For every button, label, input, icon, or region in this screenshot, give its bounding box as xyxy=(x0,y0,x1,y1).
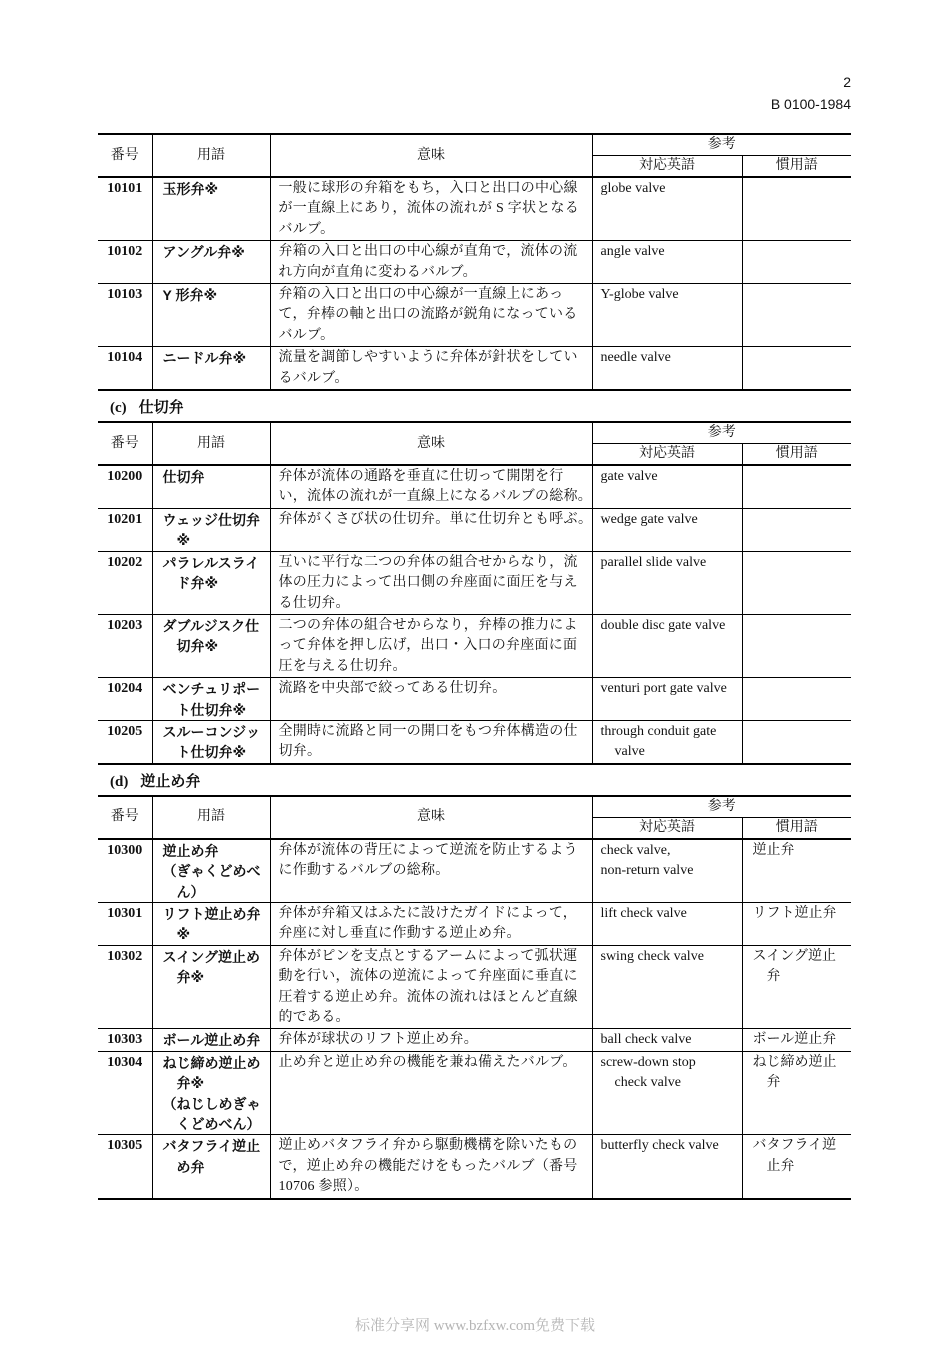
row-number: 10200 xyxy=(98,465,152,508)
term-line: ト仕切弁※ xyxy=(176,701,247,718)
row-english xyxy=(592,614,742,677)
english-paragraph xyxy=(601,861,742,881)
english-line: globe valve xyxy=(600,181,666,196)
meaning-paragraph xyxy=(279,904,592,945)
term-line: 仕切弁 xyxy=(162,469,205,486)
meaning-line: 弁体が球状のリフト逆止め弁。 xyxy=(278,1032,478,1048)
usage-paragraph xyxy=(753,841,852,861)
meaning-line: 圧を与える仕切弁。 xyxy=(278,658,407,674)
meaning-paragraph xyxy=(279,242,592,283)
row-usage xyxy=(742,902,851,945)
row-term xyxy=(152,720,270,763)
table-row xyxy=(98,551,851,614)
table-row xyxy=(98,945,851,1029)
english-line: double disc gate valve xyxy=(600,617,726,633)
row-usage xyxy=(742,284,851,347)
row-english xyxy=(592,678,742,721)
english-paragraph xyxy=(601,510,742,530)
meaning-paragraph xyxy=(279,1053,592,1073)
english-line: non-return valve xyxy=(600,863,694,879)
row-term xyxy=(152,1135,270,1199)
row-meaning xyxy=(270,465,592,508)
row-term xyxy=(152,177,270,241)
meaning-line: 流量を調節しやすいように弁体が針状をしてい xyxy=(278,350,578,366)
english-line: lift check valve xyxy=(600,905,687,921)
row-english xyxy=(592,1051,742,1135)
row-usage xyxy=(742,1029,851,1051)
english-line: valve xyxy=(614,744,645,760)
meaning-paragraph xyxy=(279,285,592,346)
row-number: 10302 xyxy=(98,945,152,1029)
row-term xyxy=(152,902,270,945)
meaning-line: が一直線上にあり，流体の流れが S 字状となる xyxy=(278,201,580,217)
table-row xyxy=(98,614,851,677)
term-line: 弁※ xyxy=(176,969,205,986)
usage-line: ねじ締め逆止 xyxy=(752,1054,837,1070)
row-number: 10300 xyxy=(98,839,152,903)
row-meaning xyxy=(270,1135,592,1199)
term-paragraph xyxy=(163,179,270,199)
header-usage: 慣用語 xyxy=(742,817,851,839)
term-line: ニードル弁※ xyxy=(162,350,247,367)
usage-paragraph xyxy=(753,1136,852,1177)
row-english xyxy=(592,902,742,945)
header-reference: 参考 xyxy=(592,422,851,444)
term-paragraph xyxy=(163,679,270,720)
meaning-paragraph xyxy=(279,616,592,677)
row-term xyxy=(152,241,270,284)
row-number: 10104 xyxy=(98,347,152,390)
row-english xyxy=(592,284,742,347)
meaning-line: 動を行い，流体の逆流によって弁座面に垂直に xyxy=(278,969,578,985)
meaning-paragraph xyxy=(279,348,592,389)
section-title: 仕切弁 xyxy=(138,399,184,417)
term-paragraph xyxy=(163,947,270,988)
meaning-line: 弁体が弁箱又はふたに設けたガイドによって， xyxy=(278,905,578,921)
english-paragraph xyxy=(601,1053,742,1094)
row-term xyxy=(152,678,270,721)
row-number: 10101 xyxy=(98,177,152,241)
header-reference: 参考 xyxy=(592,134,851,156)
section-heading xyxy=(98,765,851,795)
english-line: swing check valve xyxy=(600,948,704,964)
meaning-line: 止め弁と逆止め弁の機能を兼ね備えたバルブ。 xyxy=(278,1054,577,1070)
page-header xyxy=(771,71,851,115)
row-usage xyxy=(742,1051,851,1135)
term-paragraph xyxy=(163,1053,270,1094)
meaning-paragraph xyxy=(279,841,592,882)
row-english xyxy=(592,347,742,390)
english-line: wedge gate valve xyxy=(600,511,698,527)
table-row xyxy=(98,1051,851,1135)
english-paragraph xyxy=(601,1136,742,1156)
table-row xyxy=(98,284,851,347)
header-usage: 慣用語 xyxy=(742,444,851,466)
row-usage xyxy=(742,551,851,614)
row-meaning xyxy=(270,1051,592,1135)
row-number: 10304 xyxy=(98,1051,152,1135)
usage-line: 弁 xyxy=(766,1075,781,1091)
term-paragraph xyxy=(163,467,270,487)
meaning-line: バルブ。 xyxy=(278,327,335,343)
header-term: 用語 xyxy=(152,134,270,177)
section-label: (d) xyxy=(110,773,129,790)
meaning-line: 二つの弁体の組合せからなり，弁棒の推力によ xyxy=(278,617,578,633)
table-header-row xyxy=(98,796,851,818)
table-row xyxy=(98,720,851,763)
row-usage xyxy=(742,678,851,721)
english-paragraph xyxy=(601,467,742,487)
english-paragraph xyxy=(601,616,742,636)
row-english xyxy=(592,551,742,614)
row-term xyxy=(152,465,270,508)
term-line: （ぎゃくどめべ xyxy=(162,863,261,880)
usage-line: 止弁 xyxy=(766,1158,795,1174)
row-number: 10103 xyxy=(98,284,152,347)
row-english xyxy=(592,1029,742,1051)
row-meaning xyxy=(270,177,592,241)
term-line: ウェッジ仕切弁 xyxy=(162,511,260,528)
row-usage xyxy=(742,177,851,241)
meaning-line: 弁座に対し垂直に作動する逆止め弁。 xyxy=(278,926,521,942)
term-line: 玉形弁※ xyxy=(162,181,219,197)
row-english xyxy=(592,241,742,284)
usage-paragraph xyxy=(753,947,852,988)
usage-line: バタフライ逆 xyxy=(752,1138,837,1154)
meaning-line: バルブ。 xyxy=(278,221,335,237)
term-line: ト仕切弁※ xyxy=(176,744,247,761)
header-usage: 慣用語 xyxy=(742,156,851,178)
row-meaning xyxy=(270,902,592,945)
row-english xyxy=(592,177,742,241)
header-reference: 参考 xyxy=(592,796,851,818)
meaning-line: 的である。 xyxy=(278,1010,350,1025)
section-heading xyxy=(98,391,851,421)
row-meaning xyxy=(270,284,592,347)
english-line: check valve, xyxy=(600,842,671,858)
english-line: Y-globe valve xyxy=(600,287,679,303)
watermark: 标准分享网 www.bzfxw.com免费下载 xyxy=(354,1318,596,1334)
header-english: 対応英語 xyxy=(592,444,742,466)
term-line: め弁 xyxy=(176,1158,205,1175)
term-line: パラレルスライ xyxy=(162,554,260,571)
meaning-line: 弁体がピンを支点とするアームによって弧状運 xyxy=(278,948,578,964)
row-meaning xyxy=(270,1029,592,1051)
term-line: ベンチュリポー xyxy=(162,681,261,698)
term-line: ボール逆止め弁 xyxy=(162,1032,261,1049)
row-english xyxy=(592,839,742,903)
row-number: 10205 xyxy=(98,720,152,763)
row-english xyxy=(592,945,742,1029)
meaning-paragraph xyxy=(279,510,592,530)
meaning-line: 逆止めバタフライ弁から駆動機構を除いたもの xyxy=(278,1138,578,1154)
meaning-line: って弁体を押し広げ，出口・入口の弁座面に面 xyxy=(278,638,578,654)
table-row xyxy=(98,839,851,903)
table-row xyxy=(98,1029,851,1051)
terms-table xyxy=(98,795,851,1200)
meaning-paragraph xyxy=(279,179,592,240)
table-row xyxy=(98,347,851,390)
row-english xyxy=(592,720,742,763)
meaning-line: 弁箱の入口と出口の中心線が一直線上にあっ xyxy=(278,287,564,303)
english-paragraph xyxy=(601,947,742,967)
table-header-row xyxy=(98,134,851,156)
english-line: through conduit gate xyxy=(600,723,717,739)
term-line: ※ xyxy=(176,926,191,943)
table-row xyxy=(98,465,851,508)
term-paragraph xyxy=(163,510,270,551)
meaning-line: 全開時に流路と同一の開口をもつ弁体構造の仕 xyxy=(278,723,578,739)
row-term xyxy=(152,347,270,390)
row-term xyxy=(152,839,270,903)
header-number: 番号 xyxy=(98,422,152,465)
term-paragraph xyxy=(163,616,270,657)
meaning-paragraph xyxy=(279,1030,592,1050)
usage-line: ボール逆止弁 xyxy=(752,1032,837,1048)
row-term xyxy=(152,551,270,614)
english-paragraph xyxy=(601,553,742,573)
english-line: gate valve xyxy=(600,469,658,485)
row-number: 10204 xyxy=(98,678,152,721)
meaning-line: 体の圧力によって出口側の弁座面に面圧を与え xyxy=(278,575,578,591)
row-number: 10203 xyxy=(98,614,152,677)
meaning-line: 弁体が流体の背圧によって逆流を防止するよう xyxy=(278,842,578,858)
term-line: くどめべん） xyxy=(176,1116,261,1133)
term-line: スルーコンジッ xyxy=(162,723,261,740)
row-usage xyxy=(742,614,851,677)
row-meaning xyxy=(270,347,592,390)
row-usage xyxy=(742,839,851,903)
term-line: （ねじしめぎゃ xyxy=(162,1095,261,1112)
english-line: needle valve xyxy=(600,350,671,366)
meaning-paragraph xyxy=(279,467,592,508)
meaning-line: 切弁。 xyxy=(278,744,322,760)
usage-line: 弁 xyxy=(766,969,781,985)
meaning-line: 互いに平行な二つの弁体の組合せからなり，流 xyxy=(278,554,578,570)
term-paragraph xyxy=(163,1030,270,1050)
row-meaning xyxy=(270,508,592,551)
term-line: バタフライ逆止 xyxy=(162,1138,261,1155)
english-line: angle valve xyxy=(600,244,665,260)
term-line: アングル弁※ xyxy=(162,244,245,261)
table-row xyxy=(98,678,851,721)
row-english xyxy=(592,508,742,551)
meaning-line: 弁体が流体の通路を垂直に仕切って開閉を行 xyxy=(278,469,564,485)
term-paragraph xyxy=(163,841,270,861)
row-term xyxy=(152,508,270,551)
terms-table xyxy=(98,421,851,765)
meaning-line: て，弁棒の軸と出口の流路が鋭角になっている xyxy=(278,307,578,323)
term-line: 弁※ xyxy=(176,1075,205,1092)
meaning-line: い，流体の流れが一直線上になるバルブの総称。 xyxy=(278,489,592,505)
row-number: 10102 xyxy=(98,241,152,284)
header-english: 対応英語 xyxy=(592,156,742,178)
row-english xyxy=(592,465,742,508)
header-number: 番号 xyxy=(98,134,152,177)
header-term: 用語 xyxy=(152,796,270,839)
header-meaning: 意味 xyxy=(270,796,592,839)
usage-paragraph xyxy=(753,904,852,924)
meaning-line: れ方向が直角に変わるバルブ。 xyxy=(278,264,477,280)
row-number: 10303 xyxy=(98,1029,152,1051)
meaning-line: 一般に球形の弁箱をもち，入口と出口の中心線 xyxy=(278,181,578,196)
term-line: ※ xyxy=(176,532,191,549)
term-paragraph xyxy=(163,553,270,594)
english-paragraph xyxy=(601,904,742,924)
english-line: ball check valve xyxy=(600,1032,692,1048)
row-number: 10305 xyxy=(98,1135,152,1199)
english-paragraph xyxy=(601,242,742,262)
row-term xyxy=(152,1051,270,1135)
meaning-line: 10706 参照）。 xyxy=(278,1179,369,1195)
row-usage xyxy=(742,465,851,508)
english-paragraph xyxy=(601,285,742,305)
table-row xyxy=(98,241,851,284)
row-meaning xyxy=(270,678,592,721)
usage-line: 逆止弁 xyxy=(752,842,795,858)
meaning-paragraph xyxy=(279,947,592,1029)
term-line: Y 形弁※ xyxy=(162,287,218,304)
english-line: parallel slide valve xyxy=(600,554,707,570)
usage-paragraph xyxy=(753,1030,852,1050)
table-row xyxy=(98,177,851,241)
term-line: リフト逆止め弁 xyxy=(162,905,261,922)
term-paragraph xyxy=(163,722,270,763)
english-line: butterfly check valve xyxy=(600,1138,719,1154)
row-usage xyxy=(742,1135,851,1199)
term-line: 切弁※ xyxy=(176,638,219,655)
table-row xyxy=(98,508,851,551)
term-paragraph xyxy=(163,1136,270,1177)
table-header-row xyxy=(98,422,851,444)
section-title: 逆止め弁 xyxy=(140,772,201,790)
term-line: スイング逆止め xyxy=(162,948,260,965)
english-paragraph xyxy=(601,348,742,368)
meaning-paragraph xyxy=(279,722,592,763)
term-line: ダブルジスク仕 xyxy=(162,617,260,634)
row-number: 10201 xyxy=(98,508,152,551)
term-line: 逆止め弁 xyxy=(162,842,219,859)
meaning-line: 圧着する逆止め弁。流体の流れはほとんど直線 xyxy=(278,989,578,1005)
header-english: 対応英語 xyxy=(592,817,742,839)
table-row xyxy=(98,1135,851,1199)
row-usage xyxy=(742,347,851,390)
meaning-line: で，逆止め弁の機能だけをもったバルブ（番号 xyxy=(278,1158,578,1174)
term-paragraph xyxy=(163,285,270,305)
row-term xyxy=(152,614,270,677)
english-line: check valve xyxy=(614,1075,681,1091)
row-usage xyxy=(742,945,851,1029)
row-usage xyxy=(742,241,851,284)
header-number: 番号 xyxy=(98,796,152,839)
terms-table xyxy=(98,133,851,391)
meaning-paragraph xyxy=(279,553,592,614)
english-line: screw-down stop xyxy=(600,1054,696,1070)
row-term xyxy=(152,945,270,1029)
meaning-line: るバルブ。 xyxy=(278,370,349,386)
term-paragraph xyxy=(163,348,270,368)
row-meaning xyxy=(270,839,592,903)
term-line: ド弁※ xyxy=(176,575,219,592)
term-paragraph xyxy=(163,242,270,262)
row-english xyxy=(592,1135,742,1199)
usage-line: スイング逆止 xyxy=(752,948,836,964)
header-term: 用語 xyxy=(152,422,270,465)
header-meaning: 意味 xyxy=(270,422,592,465)
row-meaning xyxy=(270,720,592,763)
english-paragraph xyxy=(601,841,742,861)
term-sections xyxy=(98,133,851,1200)
term-paragraph xyxy=(163,861,270,902)
row-number: 10301 xyxy=(98,902,152,945)
row-usage xyxy=(742,720,851,763)
meaning-line: る仕切弁。 xyxy=(278,595,350,611)
row-number: 10202 xyxy=(98,551,152,614)
usage-paragraph xyxy=(753,1053,852,1094)
meaning-line: 流路を中央部で絞ってある仕切弁。 xyxy=(278,681,507,697)
row-meaning xyxy=(270,241,592,284)
usage-line: リフト逆止弁 xyxy=(752,905,837,921)
meaning-line: に作動するバルブの総称。 xyxy=(278,863,450,879)
english-paragraph xyxy=(601,722,742,763)
table-row xyxy=(98,902,851,945)
page-number: 2 xyxy=(843,74,851,90)
meaning-line: 弁体がくさび状の仕切弁。単に仕切弁とも呼ぶ。 xyxy=(278,511,592,527)
meaning-paragraph xyxy=(279,679,592,699)
row-usage xyxy=(742,508,851,551)
row-meaning xyxy=(270,551,592,614)
row-term xyxy=(152,1029,270,1051)
term-line: ねじ締め逆止め xyxy=(162,1054,261,1071)
standard-number: B 0100-1984 xyxy=(770,96,851,112)
header-meaning: 意味 xyxy=(270,134,592,177)
english-line: venturi port gate valve xyxy=(600,681,727,697)
row-term xyxy=(152,284,270,347)
section-label: (c) xyxy=(110,400,127,417)
row-meaning xyxy=(270,945,592,1029)
meaning-line: 弁箱の入口と出口の中心線が直角で，流体の流 xyxy=(278,244,578,260)
english-paragraph xyxy=(601,179,742,199)
english-paragraph xyxy=(601,679,742,699)
meaning-paragraph xyxy=(279,1136,592,1197)
term-line: ん） xyxy=(176,883,205,900)
term-paragraph xyxy=(163,904,270,945)
term-paragraph xyxy=(163,1094,270,1135)
english-paragraph xyxy=(601,1030,742,1050)
row-meaning xyxy=(270,614,592,677)
